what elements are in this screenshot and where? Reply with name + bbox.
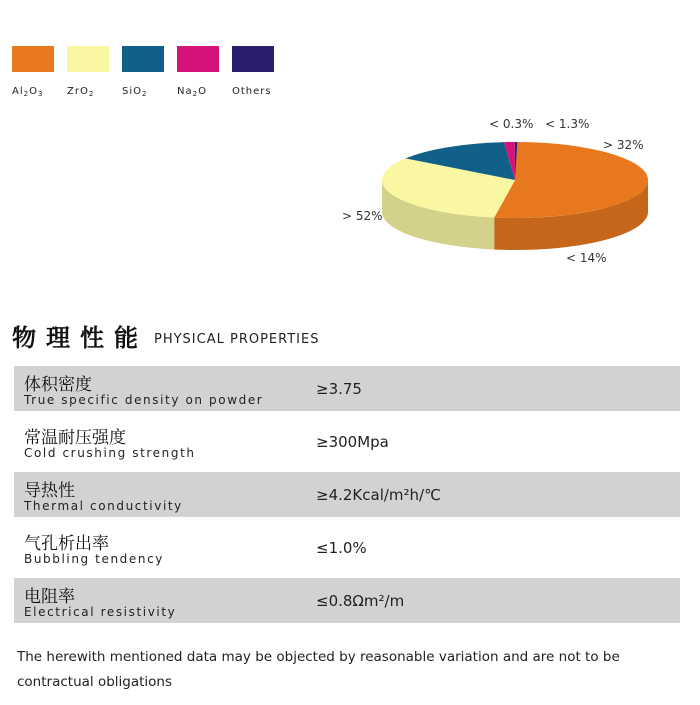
property-row — [14, 578, 680, 623]
property-value: ≥4.2Kcal/m²h/℃ — [316, 486, 441, 504]
pie-data-label: < 14% — [566, 251, 607, 265]
composition-pie-chart — [0, 0, 700, 300]
legend-label: $Na_2O$ — [177, 86, 207, 98]
property-name-en: Thermal conductivity — [24, 499, 183, 513]
property-value: ≤0.8Ωm²/m — [316, 592, 405, 610]
property-value: ≥3.75 — [316, 380, 362, 398]
legend-label: $Al_2O_3$ — [12, 86, 44, 98]
pie-data-label: > 52% — [342, 209, 383, 223]
legend-label: SiO$_2$ — [122, 86, 148, 98]
property-value: ≤1.0% — [316, 539, 367, 557]
property-name-en: Electrical resistivity — [24, 605, 177, 619]
pie-data-label: < 1.3% — [545, 117, 590, 131]
property-row — [14, 472, 680, 517]
property-name-cn: 气孔析出率 — [24, 534, 109, 554]
legend-label: Others — [232, 86, 272, 97]
legend-label: ZrO$_2$ — [67, 86, 95, 98]
property-row — [14, 525, 680, 570]
property-value: ≥300Mpa — [316, 433, 389, 451]
property-name-cn: 导热性 — [24, 481, 75, 501]
property-name-cn: 体积密度 — [24, 375, 92, 395]
property-row — [14, 419, 680, 464]
property-name-cn: 常温耐压强度 — [24, 428, 126, 448]
section-title — [12, 318, 319, 353]
property-name-en: True specific density on powder — [24, 393, 264, 407]
property-row — [14, 366, 680, 411]
section-title-cn: 物理性能 — [12, 323, 148, 352]
properties-table — [14, 366, 680, 623]
property-name-cn: 电阻率 — [24, 587, 75, 607]
property-name-en: Cold crushing strength — [24, 446, 196, 460]
section-title-en: PHYSICAL PROPERTIES — [154, 332, 320, 347]
property-name-en: Bubbling tendency — [24, 552, 164, 566]
disclaimer-note: The herewith mentioned data may be objected by reasonable variation and are not to be contractual obligations — [17, 649, 620, 690]
pie-data-label: < 0.3% — [489, 117, 534, 131]
pie-data-label: > 32% — [603, 138, 644, 152]
